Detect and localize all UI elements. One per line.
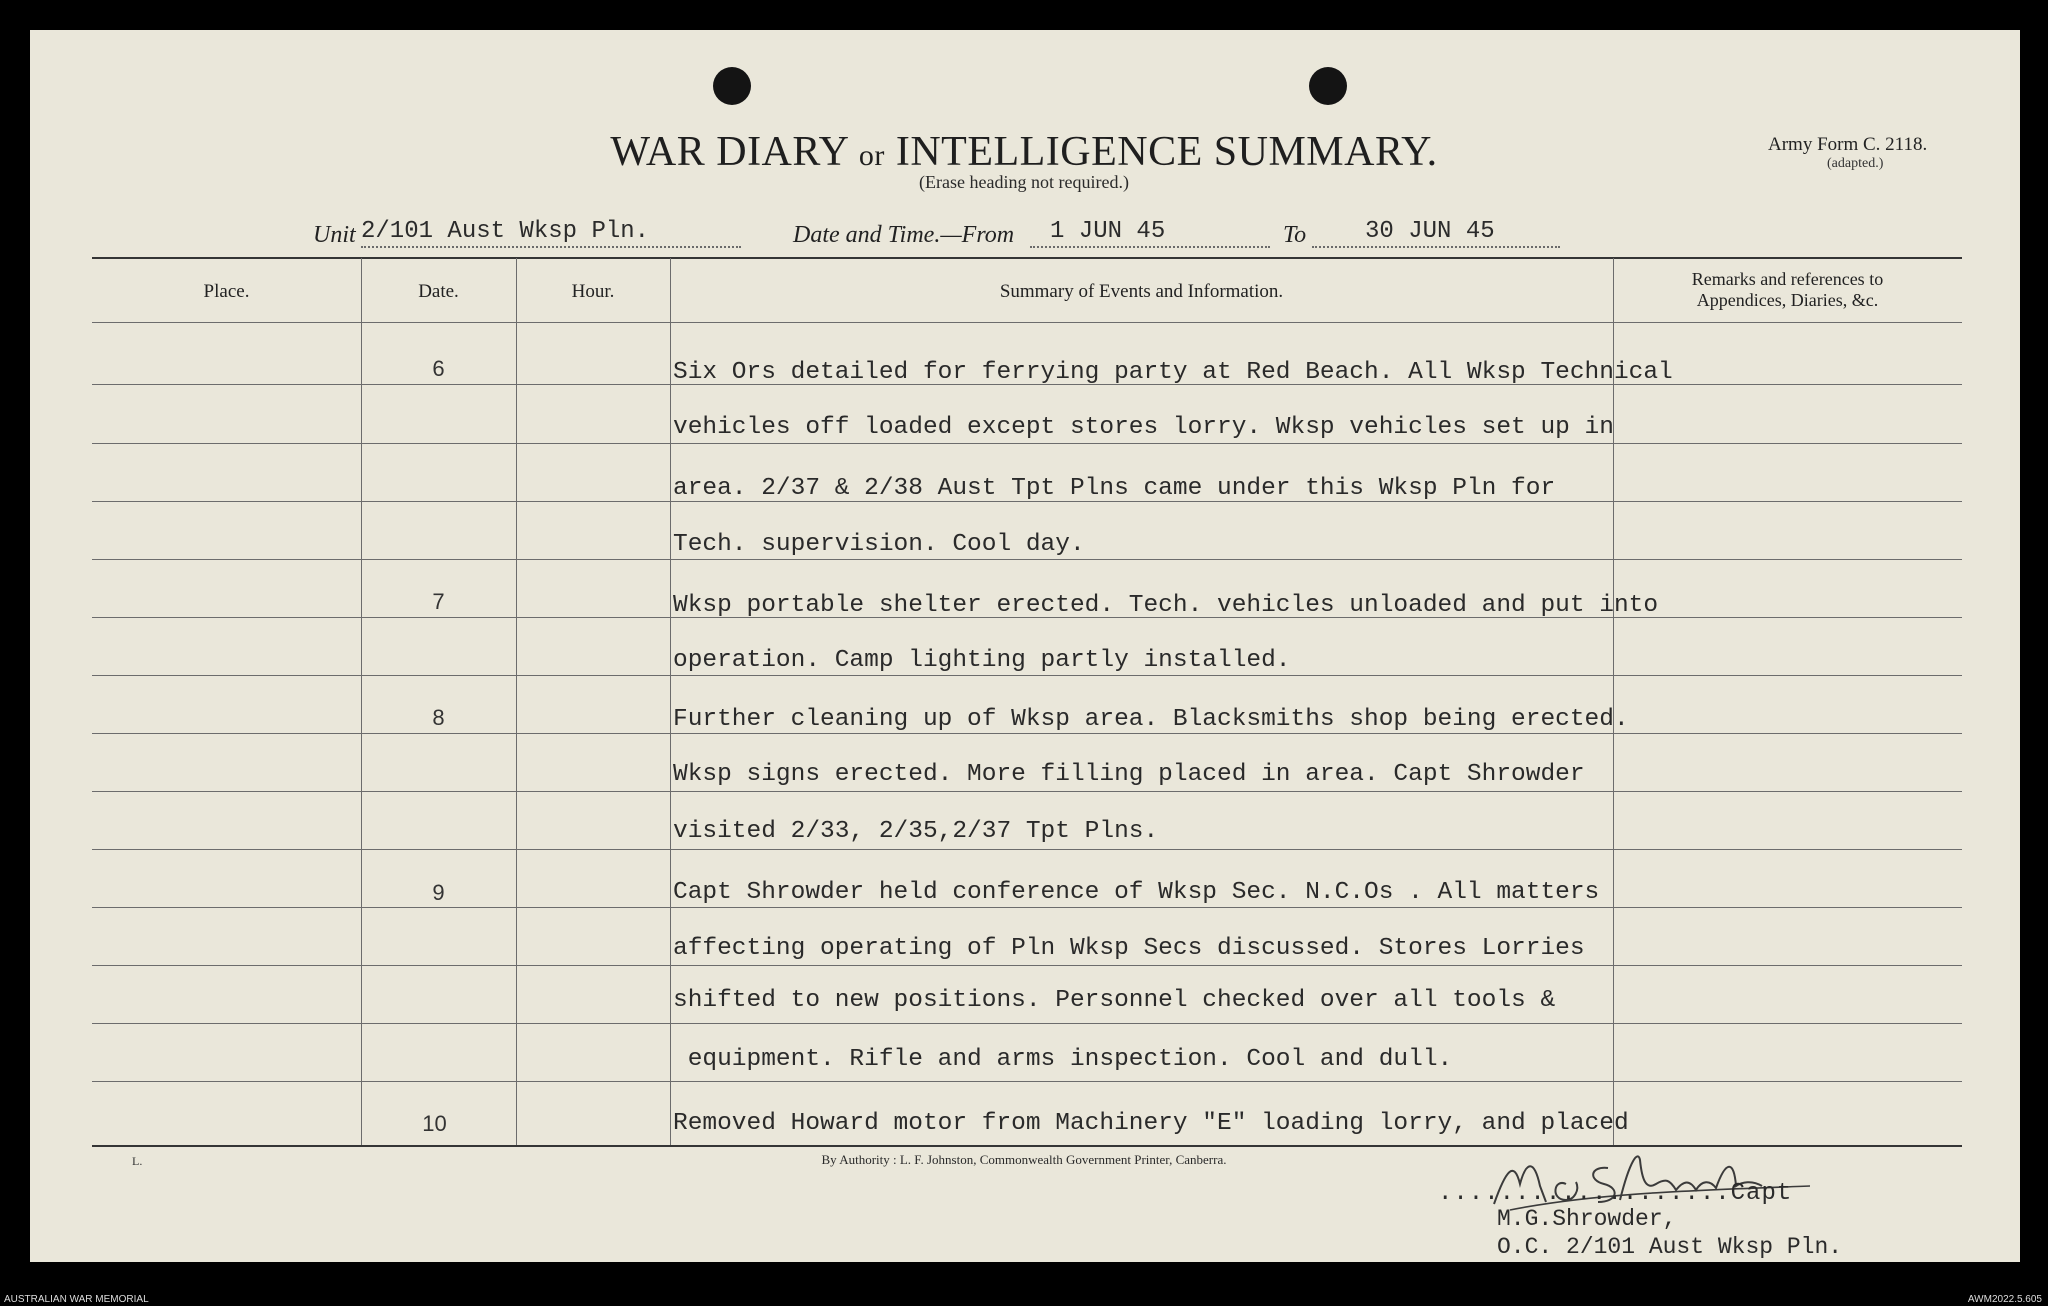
summary-line: area. 2/37 & 2/38 Aust Tpt Plns came under this Wksp Pln for: [673, 475, 1556, 502]
entry-date: 7: [432, 589, 445, 614]
signatory-title: O.C. 2/101 Aust Wksp Pln.: [1497, 1234, 1843, 1260]
ruled-line: [92, 559, 1962, 560]
summary-line: Six Ors detailed for ferrying party at Red Beach. All Wksp Technical: [673, 359, 1673, 386]
to-date-value: 30 JUN 45: [1365, 218, 1495, 245]
summary-line: equipment. Rifle and arms inspection. Cool and dull.: [673, 1046, 1453, 1073]
summary-line: shifted to new positions. Personnel checked over all tools &: [673, 987, 1556, 1014]
archive-reference: AWM2022.5.605: [1967, 1294, 2042, 1305]
header-remarks-line1: Remarks and references to: [1691, 269, 1884, 289]
summary-line: Wksp portable shelter erected. Tech. vehicles unloaded and put into: [673, 592, 1659, 619]
header-summary: Summary of Events and Information.: [999, 281, 1284, 302]
title-or: or: [858, 139, 885, 172]
table-top-border: [92, 257, 1962, 259]
unit-label: Unit: [313, 222, 356, 248]
entry-date: 8: [432, 705, 445, 730]
document-page: [30, 30, 2020, 1262]
unit-dotted-line: [361, 246, 741, 248]
form-subtitle: (Erase heading not required.): [919, 172, 1129, 192]
summary-line: Wksp signs erected. More filling placed in area. Capt Shrowder: [673, 761, 1585, 788]
form-title: [0, 128, 2048, 176]
title-war-diary: WAR DIARY: [610, 129, 848, 175]
from-date-value: 1 JUN 45: [1050, 218, 1166, 245]
entry-date: 9: [432, 880, 445, 905]
column-divider-date: [361, 258, 362, 1145]
signature-dotted-line: ...................Capt: [1438, 1180, 1793, 1207]
ruled-line: [92, 733, 1962, 734]
summary-line: affecting operating of Pln Wksp Secs discussed. Stores Lorries: [673, 935, 1585, 962]
archive-credit: AUSTRALIAN WAR MEMORIAL: [4, 1294, 149, 1305]
punch-hole-left: [713, 67, 751, 105]
date-time-label: Date and Time.—From: [793, 222, 1015, 248]
summary-line: Capt Shrowder held conference of Wksp Sec. N.C.Os . All matters: [673, 879, 1600, 906]
header-remarks: [1613, 269, 1962, 311]
summary-line: Further cleaning up of Wksp area. Blacksmiths shop being erected.: [673, 706, 1629, 733]
header-remarks-line2: Appendices, Diaries, &c.: [1696, 290, 1879, 310]
header-place: Place.: [203, 281, 250, 302]
ruled-line: [92, 849, 1962, 850]
summary-line: Tech. supervision. Cool day.: [673, 531, 1085, 558]
ruled-line: [92, 443, 1962, 444]
summary-line: visited 2/33, 2/35,2/37 Tpt Plns.: [673, 818, 1159, 845]
ruled-line: [92, 965, 1962, 966]
summary-line: operation. Camp lighting partly installed.: [673, 647, 1291, 674]
entry-date: 6: [432, 356, 445, 381]
to-dotted-line: [1312, 246, 1560, 248]
summary-line: vehicles off loaded except stores lorry. Wksp vehicles set up in: [673, 414, 1614, 441]
title-intelligence-summary: INTELLIGENCE SUMMARY.: [895, 129, 1438, 175]
from-dotted-line: [1030, 246, 1270, 248]
unit-value: 2/101 Aust Wksp Pln.: [361, 218, 650, 245]
army-form-adapted: (adapted.): [1827, 156, 1884, 171]
ruled-line: [92, 907, 1962, 908]
column-divider-summary: [670, 258, 671, 1145]
to-label: To: [1283, 222, 1307, 248]
column-divider-hour: [516, 258, 517, 1145]
ruled-line: [92, 1023, 1962, 1024]
column-divider-remarks: [1613, 258, 1614, 1145]
entry-date: 10: [422, 1111, 447, 1136]
ruled-line: [92, 675, 1962, 676]
footer-mark: L.: [132, 1154, 143, 1168]
header-date: Date.: [418, 281, 459, 302]
header-hour: Hour.: [571, 281, 615, 302]
ruled-line: [92, 791, 1962, 792]
punch-hole-right: [1309, 67, 1347, 105]
army-form-number: Army Form C. 2118.: [1768, 134, 1928, 155]
ruled-line: [92, 1081, 1962, 1082]
signatory-name: M.G.Shrowder,: [1497, 1206, 1677, 1232]
header-rule: [92, 322, 1962, 323]
printer-authority: By Authority : L. F. Johnston, Commonwealth Government Printer, Canberra.: [821, 1152, 1227, 1167]
summary-line: Removed Howard motor from Machinery "E" loading lorry, and placed: [673, 1110, 1629, 1137]
